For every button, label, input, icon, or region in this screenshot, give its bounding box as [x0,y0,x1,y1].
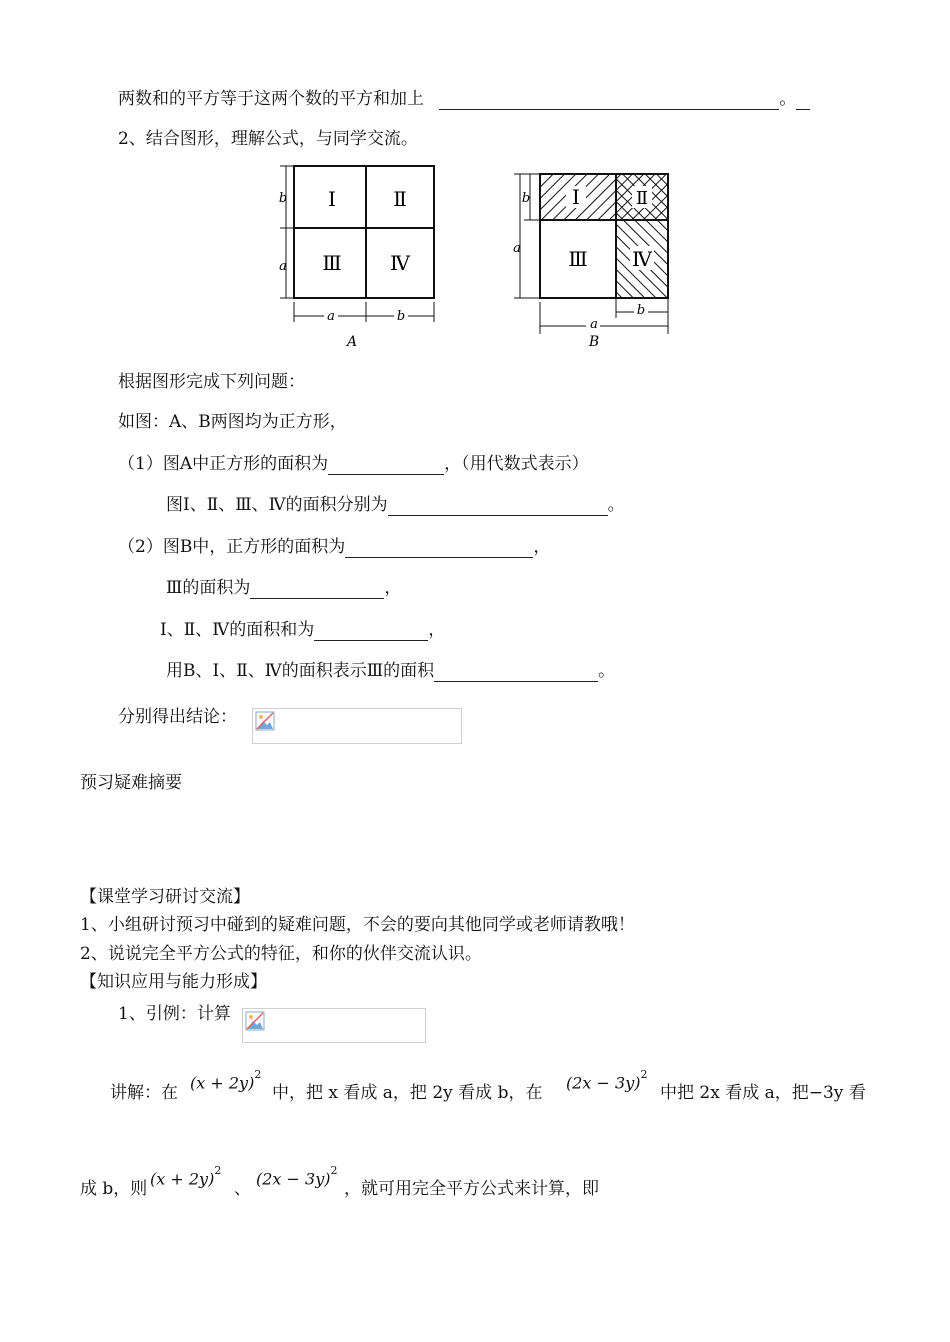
figure-b-cell-4: Ⅳ [632,247,652,271]
figure-a-cell-1: Ⅰ [328,187,336,211]
figure-b-label-a: a [513,241,521,256]
figure-a-cell-2: Ⅱ [393,187,407,211]
figure-b-label-a-bottom: a [590,317,598,332]
math-expression-3-base: (x + 2y) [150,1169,215,1189]
figure-a-cell-4: Ⅳ [390,251,410,275]
paragraph-3: 根据图形完成下列问题： [118,372,305,392]
math-expression-3 [150,1164,222,1189]
question-2c [160,619,445,641]
question-2c-tail: ， [428,620,446,640]
answer-blank-q2c[interactable] [314,622,428,641]
question-1b-tail: 。 [607,495,625,515]
figure-b-label-b: b [521,191,531,206]
example-image-placeholder [242,1008,426,1043]
figure-b [508,162,678,352]
section-heading-2: 【知识应用与能力形成】 [80,972,267,992]
question-1b-text: 图Ⅰ、Ⅱ、Ⅲ、Ⅳ的面积分别为 [166,495,388,515]
figure-b-cell-2: Ⅱ [635,188,649,209]
figure-a-square [294,166,434,298]
math-expression-3-exp: 2 [214,1164,222,1177]
explanation-middle-2: 中把 2x 看成 a，把−3y 看 [660,1083,866,1103]
question-1-tail: ，（用代数式表示） [444,454,589,474]
paragraph-1-end: 。 [779,89,797,109]
answer-blank-q2d[interactable] [434,663,598,682]
explanation-prefix: 讲解：在 [110,1083,178,1103]
question-1b [166,494,625,516]
blank-tail [796,91,810,110]
math-expression-4-base: (2x − 3y) [256,1169,331,1189]
question-2b-text: Ⅲ的面积为 [166,578,251,598]
figure-b-label-b-bottom: b [636,303,646,318]
paragraph-1 [118,88,810,110]
math-expression-2 [566,1068,648,1093]
figure-a-label-a-bottom: a [327,309,335,324]
answer-blank-q1[interactable] [328,456,444,475]
figure-a-cell-3: Ⅲ [322,251,342,275]
paragraph-1-text: 两数和的平方等于这两个数的平方和加上 [118,89,424,109]
question-2 [118,536,550,558]
answer-blank-q2b[interactable] [250,580,384,599]
math-expression-4-exp: 2 [330,1164,338,1177]
figure-a [276,162,446,352]
math-expression-1-base: (x + 2y) [190,1073,255,1093]
math-expression-4 [256,1164,338,1189]
question-2-tail: ， [533,537,551,557]
question-2b [166,577,401,599]
section-1-item-2: 2、说说完全平方公式的特征，和你的伙伴交流认识。 [80,944,482,964]
paragraph-2: 2、结合图形，理解公式，与同学交流。 [118,129,418,149]
figure-a-label-b: b [278,191,288,206]
explanation-line2-post: ，就可用完全平方公式来计算，即 [344,1179,599,1199]
section-1-item-1: 1、小组研讨预习中碰到的疑难问题，不会的要向其他同学或老师请教哦！ [80,915,635,935]
math-expression-1-exp: 2 [254,1068,262,1081]
section-heading-1: 【课堂学习研讨交流】 [80,887,250,907]
example-label: 1、引例：计算 [118,1004,231,1024]
paragraph-4: 如图：A、B两图均为正方形， [118,412,347,432]
math-expression-2-base: (2x − 3y) [566,1073,641,1093]
figure-b-cell-1: Ⅰ [572,185,580,209]
question-2c-text: Ⅰ、Ⅱ、Ⅳ的面积和为 [160,620,315,640]
math-expression-2-exp: 2 [640,1068,648,1081]
answer-blank-1[interactable] [439,91,779,110]
answer-blank-q2[interactable] [345,539,533,558]
question-1-text: （1）图A中正方形的面积为 [118,454,329,474]
answer-blank-q1b[interactable] [388,497,608,516]
broken-image-icon-2 [245,1011,265,1031]
question-2d-tail: 。 [598,661,616,681]
conclusion-label: 分别得出结论： [118,707,237,727]
figure-a-label-a: a [279,259,287,274]
explanation-separator: 、 [234,1179,251,1199]
math-expression-1 [190,1068,262,1093]
question-2d-text: 用B、Ⅰ、Ⅱ、Ⅳ的面积表示Ⅲ的面积 [166,661,435,681]
question-1 [118,453,589,475]
explanation-line2-prefix: 成 b，则 [80,1179,148,1199]
summary-heading: 预习疑难摘要 [80,773,182,793]
explanation-middle-1: 中，把 x 看成 a，把 2y 看成 b，在 [272,1083,543,1103]
question-2b-tail: ， [384,578,402,598]
broken-image-icon [255,711,275,731]
question-2d [166,660,615,682]
conclusion-image-placeholder [252,708,462,744]
figure-a-caption: A [346,334,358,350]
figure-a-label-b-bottom: b [396,309,406,324]
figure-b-caption: B [588,334,600,350]
question-2-text: （2）图B中，正方形的面积为 [118,537,346,557]
figure-b-cell-3: Ⅲ [568,247,588,271]
